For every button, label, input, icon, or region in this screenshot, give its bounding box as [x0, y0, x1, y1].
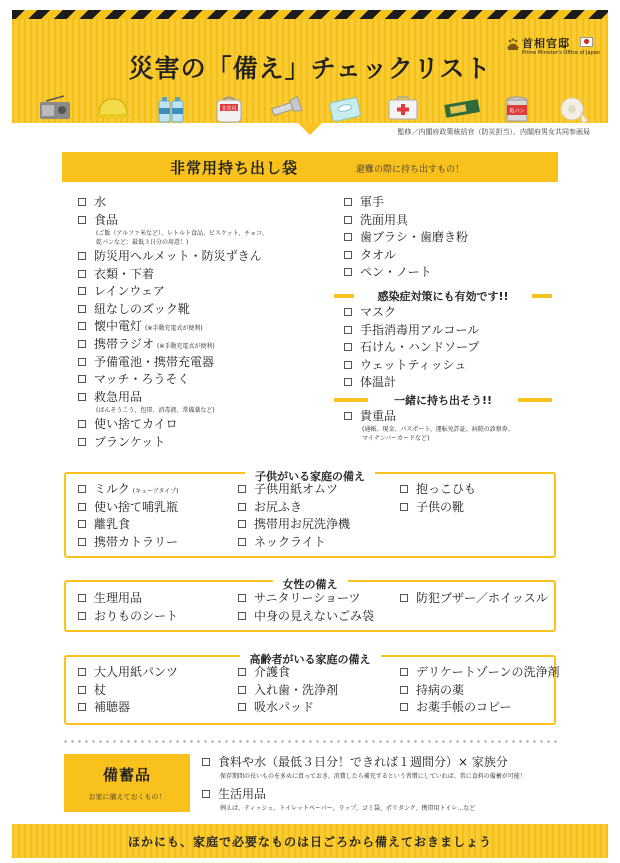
checklist-item-label: 携帯ラジオ (※手動充電式が便利)	[94, 337, 215, 351]
checkbox[interactable]	[344, 361, 352, 369]
checklist-item-label: ペン・ノート	[360, 265, 432, 279]
checklist-item-label: 生理用品	[94, 591, 143, 605]
checkbox[interactable]	[400, 703, 408, 711]
checklist-item-label: 大人用紙パンツ	[94, 665, 179, 679]
checklist-item-label: 杖	[94, 682, 107, 697]
stockpile-label	[64, 754, 190, 812]
header-banner	[12, 19, 608, 123]
checklist-item-label: 使い捨てカイロ	[94, 417, 178, 431]
checklist-item-label: 衣類・下着	[94, 267, 155, 281]
checkbox[interactable]	[238, 538, 246, 546]
item-note: (ご飯（アルファ米など）、レトルト食品、ビスケット、チョコ、 乾パンなど：最低３日分の用意！)	[96, 230, 268, 246]
checkbox[interactable]	[78, 375, 86, 383]
logo-en-text: Prime Minister's Office of Japan	[522, 50, 600, 56]
checkbox[interactable]	[344, 233, 352, 241]
checklist-item-label: マスク	[360, 305, 397, 319]
checkbox[interactable]	[238, 485, 246, 493]
checkbox[interactable]	[202, 758, 210, 766]
checkbox[interactable]	[400, 668, 408, 676]
checklist-item-label: 携帯カトラリー	[94, 534, 179, 549]
checklist-item-label: 手指消毒用アルコール	[360, 322, 480, 337]
infection-title: 感染症対策にも有効です!!	[377, 290, 509, 303]
checkbox[interactable]	[78, 270, 86, 278]
checklist-item-label: 食品	[94, 213, 119, 227]
item-small-note: (※手動充電式が便利)	[157, 343, 215, 350]
toilet-paper-icon	[558, 95, 590, 125]
checkbox[interactable]	[78, 438, 86, 446]
checkbox[interactable]	[78, 287, 86, 295]
checklist-item-label: 防災用ヘルメット・防災ずきん	[94, 249, 262, 263]
checklist-item-label: タオル	[360, 247, 397, 262]
checkbox[interactable]	[78, 393, 86, 401]
checkbox[interactable]	[78, 252, 86, 260]
checkbox[interactable]	[344, 343, 352, 351]
logo-jp-text: 首相官邸	[522, 37, 570, 50]
footer-banner	[12, 824, 608, 858]
checkbox[interactable]	[238, 594, 246, 602]
supervision-credit: 監修／内閣府政策統括官（防災担当）、内閣府男女共同参画局	[397, 128, 590, 136]
water-bottles-icon	[154, 95, 188, 123]
checkbox[interactable]	[202, 790, 210, 798]
checklist-item-label: ミルク (キューブタイプ)	[94, 482, 179, 496]
checkbox[interactable]	[238, 686, 246, 694]
checklist-item-label: おりものシート	[94, 608, 179, 623]
checklist-item-label: お尻ふき	[254, 499, 303, 514]
checkbox[interactable]	[400, 594, 408, 602]
checklist-item-label: 補聴器	[94, 700, 131, 714]
radio-icon	[38, 95, 72, 121]
item-small-note: (キューブタイプ)	[132, 488, 179, 495]
checkbox[interactable]	[78, 216, 86, 224]
checkbox[interactable]	[344, 308, 352, 316]
footer-text: ほかにも、家庭で必要なものは日ごろから備えておきましょう	[127, 835, 492, 849]
checkbox[interactable]	[78, 485, 86, 493]
checkbox[interactable]	[344, 198, 352, 206]
checklist-item-label: デリケートゾーンの洗浄剤	[416, 665, 560, 679]
checkbox[interactable]	[238, 612, 246, 620]
dotted-divider	[62, 740, 558, 743]
checkbox[interactable]	[78, 612, 86, 620]
checklist-item-label: 入れ歯・洗浄剤	[254, 682, 339, 697]
checkbox[interactable]	[238, 668, 246, 676]
helmet-icon	[96, 95, 130, 121]
checkbox[interactable]	[400, 485, 408, 493]
checklist-item-label: 水	[94, 195, 107, 209]
checklist-item-label: 子供用紙オムツ	[254, 482, 339, 496]
japan-flag-icon	[580, 37, 593, 47]
checkbox[interactable]	[238, 520, 246, 528]
checklist-item-label: 予備電池・携帯充電器	[94, 355, 215, 369]
header-notch	[298, 123, 322, 135]
checklist-item-label: 携帯用お尻洗浄機	[254, 517, 351, 531]
children-title: 子供がいる家庭の備え	[245, 470, 375, 483]
checkbox[interactable]	[238, 703, 246, 711]
checklist-item-label: 使い捨て哺乳瓶	[94, 499, 179, 514]
checklist-item-label: 吸水パッド	[254, 700, 315, 714]
checklist-item-label: 石けん・ハンドソープ	[360, 340, 480, 354]
checklist-item-label: ネックライト	[254, 534, 326, 549]
supply-icons-row	[32, 95, 592, 125]
canned-bread-icon	[502, 95, 532, 125]
checkbox[interactable]	[78, 340, 86, 348]
checkbox[interactable]	[344, 378, 352, 386]
checklist-item-label: 軍手	[360, 195, 385, 209]
checkbox[interactable]	[78, 198, 86, 206]
page-title: 災害の「備え」チェックリスト	[128, 54, 492, 83]
checkbox[interactable]	[78, 594, 86, 602]
checkbox[interactable]	[78, 668, 86, 676]
checkbox[interactable]	[344, 216, 352, 224]
checkbox[interactable]	[78, 703, 86, 711]
checkbox[interactable]	[78, 503, 86, 511]
emergency-bag-header	[62, 152, 558, 182]
checklist-page: 災害の「備え」チェックリスト 首相官邸 Prime Minister's Office of Japan 非常用 乾パン 監修／内閣府政策統括官（防災担当）、内閣府男女共同参画局 非常用持ち出し袋 避難の際に持ち出すもの！ 感染症対策にも有効です!! 一緒に持ち出そう!! 貴重品 (通帳、現金、パスポート、運転免許証、病院の診察券、 マイナンバーカードなど) 子供がいる家庭の備え 女性の備え 高齢者がいる家庭の備え 備蓄品 お家に備えておくもの！ 食料や水（最低３日分！できれば１週間分）× 家族分 保存期間の長いものを多めに買っておき、消費したら補充するという習慣にしていれば、常に食料の備蓄が可能！ 生活用品 例えば、ティッシュ、トイレットペーパー、ラップ、ゴミ袋、ポリタンク、携帯用トイレ…など ほかにも、家庭で必要なものは日ごろから備えておきましょう 水 食品 (ご飯（アルファ米など）、レトルト食品、ビスケット、チョコ、 乾パンなど：最低３日分の用意！) 防災用ヘルメット・防災ずきん 衣類・下着 レインウェア 紐なしのズック靴 懐中電灯 (※手動充電式が便利) 携帯ラジオ (※手動充電式が便利) 予備電池・携帯充電器 マッチ・ろうそく 救急用品 (ばんそうこう、包帯、消毒液、常備薬など) 使い捨てカイロ ブランケット 軍手 洗面用具 歯ブラシ・歯磨き粉 タオル ペン・ノート マスク 手指消毒用アルコール 石けん・ハンドソープ ウェットティッシュ 体温計 ミルク (キューブタイプ) 使い捨て哺乳瓶 離乳食 携帯カトラリー 子供用紙オムツ お尻ふき 携帯用お尻洗浄機 ネックライト 抱っこひも 子供の靴 生理用品 おりものシート サニタリーショーツ 中身の見えないごみ袋 防犯ブザー／ホイッスル 大人用紙パンツ 杖 補聴器 介護食 入れ歯・洗浄剤 吸水パッド デリケートゾーンの洗浄剤 持病の薬 お薬手帳のコピー	[12, 10, 608, 858]
checklist-item-label: 懐中電灯 (※手動充電式が便利)	[94, 319, 203, 333]
first-aid-kit-icon	[386, 95, 420, 121]
checklist-item-label: 紐なしのズック靴	[94, 302, 190, 316]
checklist-item-label: 歯ブラシ・歯磨き粉	[360, 230, 469, 244]
flashlight-icon	[268, 95, 306, 119]
kiri-emblem-icon	[506, 37, 520, 51]
checklist-item-label: 子供の靴	[416, 499, 465, 514]
can-label: 乾パン	[509, 108, 525, 115]
wet-tissue-icon	[328, 95, 362, 123]
elderly-title: 高齢者がいる家庭の備え	[240, 653, 381, 666]
women-title: 女性の備え	[273, 578, 348, 591]
checkbox[interactable]	[344, 251, 352, 259]
checkbox[interactable]	[78, 420, 86, 428]
checkbox[interactable]	[78, 358, 86, 366]
checklist-item-label: 介護食	[254, 665, 291, 679]
checkbox[interactable]	[400, 686, 408, 694]
stockpile-title: 備蓄品	[102, 766, 151, 784]
checklist-item-label: 洗面用具	[360, 212, 409, 227]
checkbox[interactable]	[238, 503, 246, 511]
hazard-stripe	[12, 10, 608, 19]
checklist-item-label: 救急用品	[94, 390, 143, 404]
checkbox[interactable]	[344, 268, 352, 276]
emergency-bag-title: 非常用持ち出し袋	[170, 159, 299, 177]
checkbox[interactable]	[344, 412, 352, 420]
together-subhead	[334, 392, 552, 408]
stockpile-subtitle: お家に備えておくもの！	[88, 793, 166, 801]
women-box	[64, 580, 556, 632]
infection-subhead	[334, 288, 552, 304]
valuables-note: (通帳、現金、パスポート、運転免許証、病院の診察券、 マイナンバーカードなど)	[362, 426, 514, 442]
checkbox[interactable]	[78, 305, 86, 313]
checkbox[interactable]	[78, 686, 86, 694]
food-water-note: 保存期間の長いものを多めに買っておき、消費したら補充するという習慣にしていれば、常に食料の備蓄が可能！	[220, 773, 526, 780]
emergency-bag-subtitle: 避難の際に持ち出すもの！	[356, 165, 465, 175]
item-small-note: (※手動充電式が便利)	[145, 325, 203, 332]
checklist-item-label: 持病の薬	[416, 682, 465, 697]
checklist-item-label: 体温計	[360, 375, 397, 389]
checklist-item-label: レインウェア	[94, 284, 165, 298]
bag-label: 非常用	[221, 106, 237, 112]
checklist-item-label: 中身の見えないごみ袋	[254, 608, 375, 623]
checkbox[interactable]	[78, 322, 86, 330]
checklist-item-label: 抱っこひも	[416, 482, 477, 496]
checkbox[interactable]	[400, 503, 408, 511]
checklist-item-label: サニタリーショーツ	[254, 591, 361, 605]
together-title: 一緒に持ち出そう!!	[393, 394, 493, 407]
checklist-item-label: 離乳食	[94, 517, 131, 531]
checklist-item-label: ウェットティッシュ	[360, 357, 467, 372]
kantei-logo	[506, 35, 598, 65]
checkbox[interactable]	[344, 326, 352, 334]
checkbox[interactable]	[78, 520, 86, 528]
checklist-item-label: ブランケット	[94, 435, 166, 449]
emergency-bag-icon	[212, 95, 246, 123]
checkbox[interactable]	[78, 538, 86, 546]
item-note: (ばんそうこう、包帯、消毒液、常備薬など)	[96, 407, 215, 414]
daily-goods-note: 例えば、ティッシュ、トイレットペーパー、ラップ、ゴミ袋、ポリタンク、携帯用トイレ…など	[220, 805, 476, 812]
food-pack-icon	[442, 95, 482, 121]
checklist-item-label: マッチ・ろうそく	[94, 372, 190, 386]
checklist-item-label: お薬手帳のコピー	[416, 700, 512, 714]
checklist-item-label: 防犯ブザー／ホイッスル	[416, 591, 548, 605]
